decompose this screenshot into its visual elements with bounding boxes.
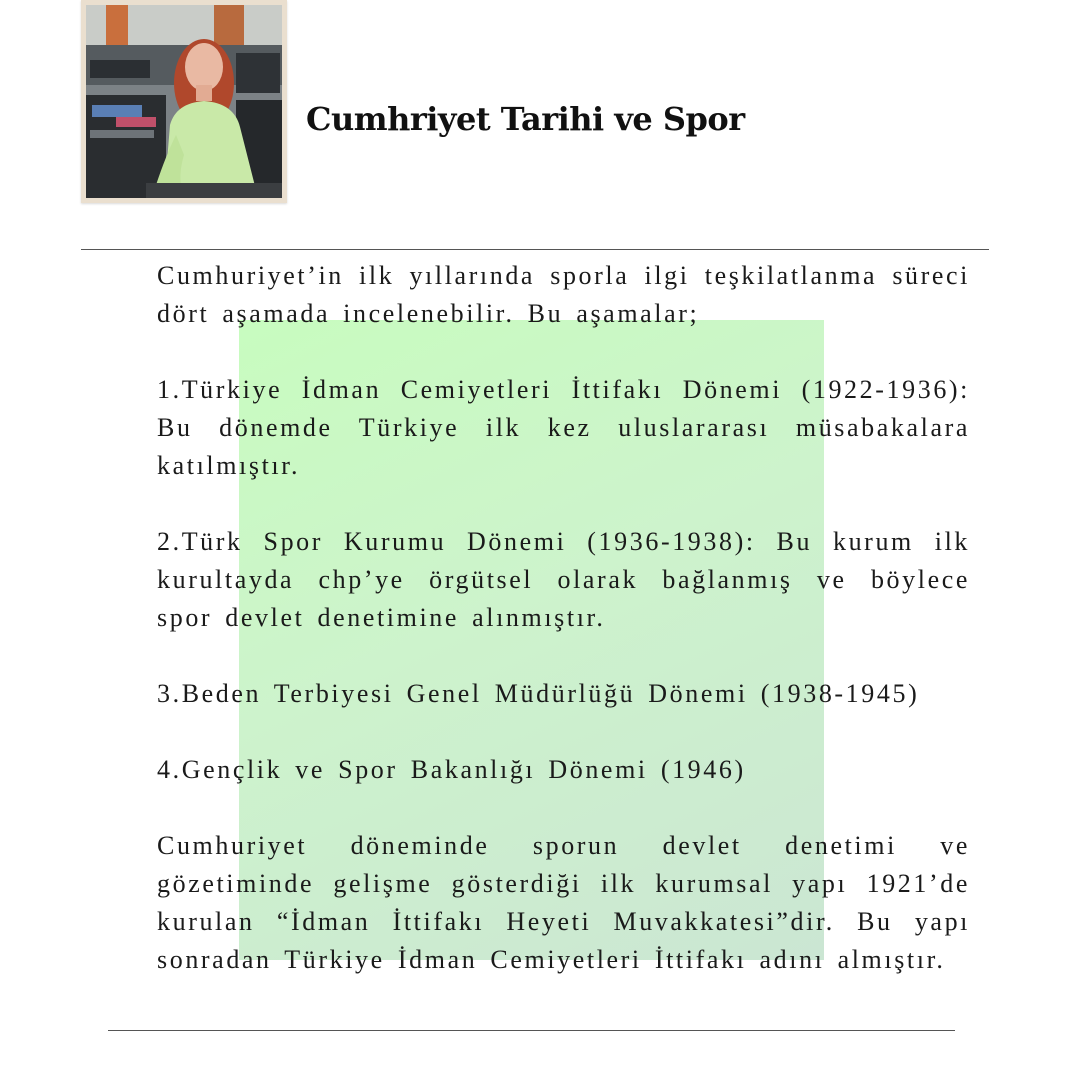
author-photo (81, 0, 287, 203)
conclusion-paragraph: Cumhuriyet döneminde sporun devlet denetimi ve gözetiminde gelişme gösterdiği ilk kurumsal yapı 1921’de kurulan “İdman İttifakı Heyeti Muvakkatesi”dir. Bu yapı sonradan Türkiye İdman Cemiyetleri İttifakı adını almıştır. (157, 831, 970, 974)
period-item-1: 1.Türkiye İdman Cemiyetleri İttifakı Dönemi (1922-1936): Bu dönemde Türkiye ilk kez uluslararası müsabakalara katılmıştır. (157, 375, 970, 480)
period-item-4: 4.Gençlik ve Spor Bakanlığı Dönemi (1946) (157, 755, 746, 784)
period-item-2: 2.Türk Spor Kurumu Dönemi (1936-1938): Bu kurum ilk kurultayda chp’ye örgütsel olarak bağlanmış ve böylece spor devlet denetimine alınmıştır. (157, 527, 970, 632)
page-title: Cumhriyet Tarihi ve Spor (306, 100, 745, 138)
portrait-photo-icon (86, 5, 282, 198)
intro-paragraph: Cumhuriyet’in ilk yıllarında sporla ilgi teşkilatlanma süreci dört aşamada incelenebilir. Bu aşamalar; (157, 261, 970, 328)
period-item-3: 3.Beden Terbiyesi Genel Müdürlüğü Dönemi (1938-1945) (157, 679, 920, 708)
article-body (157, 257, 970, 979)
bottom-divider (108, 1030, 955, 1031)
top-divider (81, 249, 989, 250)
